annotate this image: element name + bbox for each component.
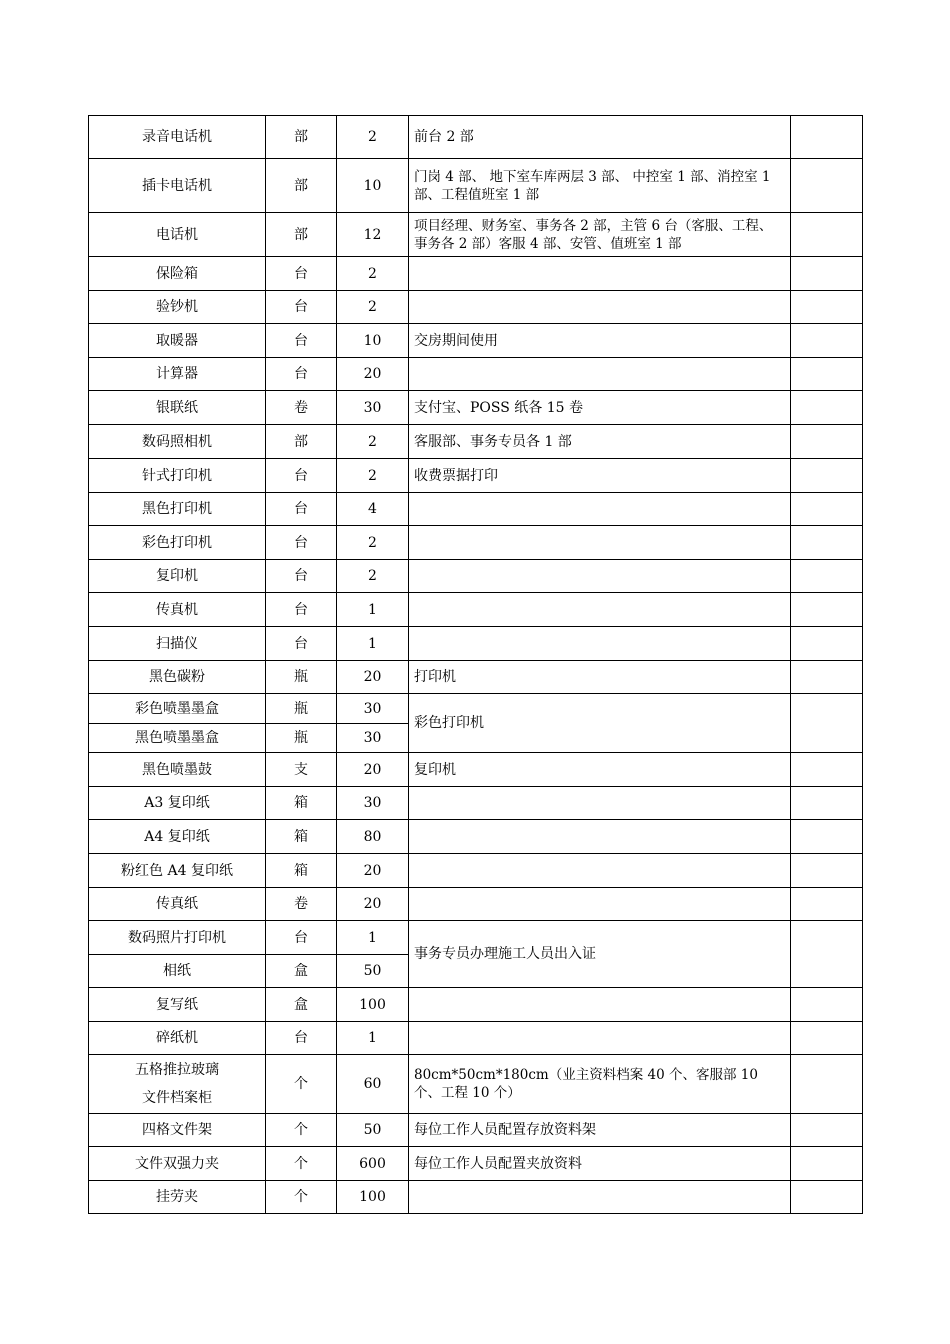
- unit-cell: 部: [266, 116, 337, 159]
- item-name-cell: 相纸: [89, 955, 266, 988]
- item-name-cell: 扫描仪: [89, 627, 266, 661]
- remark-cell: [791, 560, 863, 593]
- quantity-cell: 20: [337, 661, 409, 694]
- unit-cell: 箱: [266, 854, 337, 888]
- quantity-cell: 30: [337, 694, 409, 724]
- item-name-cell: 黑色喷墨鼓: [89, 753, 266, 787]
- unit-cell: 台: [266, 324, 337, 358]
- table-row: [89, 291, 863, 324]
- quantity-cell: 2: [337, 116, 409, 159]
- quantity-cell: 2: [337, 291, 409, 324]
- note-cell: 收费票据打印: [409, 459, 791, 493]
- table-row: [89, 593, 863, 627]
- note-cell: [409, 257, 791, 291]
- unit-cell: 个: [266, 1147, 337, 1181]
- table-row: [89, 787, 863, 820]
- note-cell: [409, 627, 791, 661]
- remark-cell: [791, 291, 863, 324]
- quantity-cell: 2: [337, 560, 409, 593]
- table-row: [89, 391, 863, 425]
- quantity-cell: 12: [337, 213, 409, 257]
- unit-cell: 个: [266, 1181, 337, 1214]
- table-row: [89, 459, 863, 493]
- item-name-cell: 复印机: [89, 560, 266, 593]
- remark-cell: [791, 159, 863, 213]
- quantity-cell: 100: [337, 1181, 409, 1214]
- note-cell: [409, 988, 791, 1022]
- remark-cell: [791, 1147, 863, 1181]
- item-name-cell: 黑色喷墨墨盒: [89, 724, 266, 753]
- remark-cell: [791, 391, 863, 425]
- remark-cell: [791, 820, 863, 854]
- quantity-cell: 20: [337, 358, 409, 391]
- remark-cell: [791, 1022, 863, 1055]
- quantity-cell: 30: [337, 724, 409, 753]
- unit-cell: 部: [266, 213, 337, 257]
- unit-cell: 卷: [266, 391, 337, 425]
- table-row: [89, 1114, 863, 1147]
- quantity-cell: 1: [337, 593, 409, 627]
- note-cell: 每位工作人员配置夹放资料: [409, 1147, 791, 1181]
- quantity-cell: 50: [337, 955, 409, 988]
- item-name-cell: 插卡电话机: [89, 159, 266, 213]
- unit-cell: 卷: [266, 888, 337, 921]
- item-name-cell: [89, 1055, 266, 1114]
- item-name-cell: 数码照相机: [89, 425, 266, 459]
- unit-cell: 台: [266, 1022, 337, 1055]
- item-name-cell: 彩色喷墨墨盒: [89, 694, 266, 724]
- unit-cell: 台: [266, 560, 337, 593]
- remark-cell: [791, 1181, 863, 1214]
- quantity-cell: 80: [337, 820, 409, 854]
- item-name-cell: 黑色打印机: [89, 493, 266, 526]
- table-row: [89, 753, 863, 787]
- quantity-cell: 30: [337, 787, 409, 820]
- note-cell: 80cm*50cm*180cm（业主资料档案 40 个、客服部 10 个、工程 10 个）: [409, 1055, 791, 1114]
- note-cell: [409, 358, 791, 391]
- remark-cell: [791, 324, 863, 358]
- quantity-cell: 60: [337, 1055, 409, 1114]
- item-name-line: 文件档案柜: [142, 1090, 212, 1106]
- remark-cell: [791, 988, 863, 1022]
- quantity-cell: 2: [337, 425, 409, 459]
- quantity-cell: 30: [337, 391, 409, 425]
- table-row: [89, 694, 863, 724]
- remark-cell: [791, 116, 863, 159]
- table-row: [89, 358, 863, 391]
- quantity-cell: 10: [337, 324, 409, 358]
- unit-cell: 瓶: [266, 694, 337, 724]
- unit-cell: 盒: [266, 988, 337, 1022]
- item-name-cell: 针式打印机: [89, 459, 266, 493]
- note-cell: [409, 787, 791, 820]
- table-row: [89, 159, 863, 213]
- unit-cell: 箱: [266, 820, 337, 854]
- table-row: [89, 257, 863, 291]
- item-name-cell: 碎纸机: [89, 1022, 266, 1055]
- unit-cell: 个: [266, 1114, 337, 1147]
- note-cell: [409, 1181, 791, 1214]
- table-row: [89, 661, 863, 694]
- item-name-cell: 保险箱: [89, 257, 266, 291]
- unit-cell: 台: [266, 593, 337, 627]
- table-row: [89, 627, 863, 661]
- item-name-cell: 计算器: [89, 358, 266, 391]
- unit-cell: 台: [266, 526, 337, 560]
- item-name-cell: 四格文件架: [89, 1114, 266, 1147]
- table-row: [89, 988, 863, 1022]
- unit-cell: 台: [266, 257, 337, 291]
- quantity-cell: 1: [337, 921, 409, 955]
- quantity-cell: 20: [337, 753, 409, 787]
- table-row: [89, 1055, 863, 1114]
- table-row: [89, 324, 863, 358]
- remark-cell: [791, 921, 863, 988]
- table-row: [89, 493, 863, 526]
- note-cell: [409, 1022, 791, 1055]
- item-name-cell: 传真机: [89, 593, 266, 627]
- table-row: [89, 820, 863, 854]
- note-cell: [409, 854, 791, 888]
- note-cell: 支付宝、POSS 纸各 15 卷: [409, 391, 791, 425]
- quantity-cell: 1: [337, 627, 409, 661]
- unit-cell: 个: [266, 1055, 337, 1114]
- quantity-cell: 4: [337, 493, 409, 526]
- unit-cell: 部: [266, 159, 337, 213]
- quantity-cell: 50: [337, 1114, 409, 1147]
- item-name-cell: 传真纸: [89, 888, 266, 921]
- note-cell: 前台 2 部: [409, 116, 791, 159]
- quantity-cell: 2: [337, 526, 409, 560]
- remark-cell: [791, 694, 863, 753]
- item-name-cell: 银联纸: [89, 391, 266, 425]
- remark-cell: [791, 358, 863, 391]
- note-cell: [409, 888, 791, 921]
- note-cell: [409, 560, 791, 593]
- quantity-cell: 10: [337, 159, 409, 213]
- note-cell: 打印机: [409, 661, 791, 694]
- table-row: [89, 526, 863, 560]
- unit-cell: 台: [266, 291, 337, 324]
- item-name-cell: 录音电话机: [89, 116, 266, 159]
- item-name-cell: A3 复印纸: [89, 787, 266, 820]
- table-row: [89, 921, 863, 955]
- table-row: [89, 1181, 863, 1214]
- quantity-cell: 20: [337, 888, 409, 921]
- note-cell: [409, 291, 791, 324]
- remark-cell: [791, 213, 863, 257]
- note-cell: 客服部、事务专员各 1 部: [409, 425, 791, 459]
- remark-cell: [791, 753, 863, 787]
- unit-cell: 瓶: [266, 661, 337, 694]
- item-name-cell: A4 复印纸: [89, 820, 266, 854]
- item-name-line: 五格推拉玻璃: [135, 1062, 219, 1078]
- note-cell: 复印机: [409, 753, 791, 787]
- note-cell: [409, 593, 791, 627]
- remark-cell: [791, 854, 863, 888]
- note-cell: 交房期间使用: [409, 324, 791, 358]
- remark-cell: [791, 1114, 863, 1147]
- unit-cell: 台: [266, 358, 337, 391]
- note-cell: 项目经理、财务室、事务各 2 部，主管 6 台（客服、工程、事务各 2 部）客服 4 部、安管、值班室 1 部: [409, 213, 791, 257]
- note-cell: [409, 526, 791, 560]
- item-name-cell: 粉红色 A4 复印纸: [89, 854, 266, 888]
- table-row: [89, 425, 863, 459]
- unit-cell: 箱: [266, 787, 337, 820]
- table-row: [89, 1022, 863, 1055]
- item-name-cell: 数码照片打印机: [89, 921, 266, 955]
- remark-cell: [791, 888, 863, 921]
- unit-cell: 盒: [266, 955, 337, 988]
- quantity-cell: 20: [337, 854, 409, 888]
- equipment-table-body: [89, 116, 863, 1214]
- unit-cell: 瓶: [266, 724, 337, 753]
- quantity-cell: 2: [337, 257, 409, 291]
- equipment-table: [88, 115, 863, 1214]
- item-name-cell: 验钞机: [89, 291, 266, 324]
- quantity-cell: 1: [337, 1022, 409, 1055]
- unit-cell: 支: [266, 753, 337, 787]
- table-row: [89, 116, 863, 159]
- item-name-cell: 挂劳夹: [89, 1181, 266, 1214]
- unit-cell: 部: [266, 425, 337, 459]
- note-cell: [409, 820, 791, 854]
- note-cell: 事务专员办理施工人员出入证: [409, 921, 791, 988]
- remark-cell: [791, 459, 863, 493]
- quantity-cell: 600: [337, 1147, 409, 1181]
- quantity-cell: 100: [337, 988, 409, 1022]
- item-name-cell: 取暖器: [89, 324, 266, 358]
- table-row: [89, 560, 863, 593]
- remark-cell: [791, 787, 863, 820]
- remark-cell: [791, 593, 863, 627]
- remark-cell: [791, 627, 863, 661]
- unit-cell: 台: [266, 627, 337, 661]
- item-name-cell: 彩色打印机: [89, 526, 266, 560]
- table-row: [89, 888, 863, 921]
- unit-cell: 台: [266, 493, 337, 526]
- note-cell: 每位工作人员配置存放资料架: [409, 1114, 791, 1147]
- item-name-cell: 黑色碳粉: [89, 661, 266, 694]
- note-cell: 彩色打印机: [409, 694, 791, 753]
- remark-cell: [791, 425, 863, 459]
- table-row: [89, 1147, 863, 1181]
- item-name-cell: 文件双强力夹: [89, 1147, 266, 1181]
- remark-cell: [791, 526, 863, 560]
- remark-cell: [791, 493, 863, 526]
- item-name-cell: 复写纸: [89, 988, 266, 1022]
- quantity-cell: 2: [337, 459, 409, 493]
- table-row: [89, 213, 863, 257]
- unit-cell: 台: [266, 921, 337, 955]
- item-name-cell: 电话机: [89, 213, 266, 257]
- remark-cell: [791, 661, 863, 694]
- unit-cell: 台: [266, 459, 337, 493]
- table-row: [89, 854, 863, 888]
- note-cell: 门岗 4 部、 地下室车库两层 3 部、 中控室 1 部、消控室 1 部、工程值班室 1 部: [409, 159, 791, 213]
- remark-cell: [791, 257, 863, 291]
- remark-cell: [791, 1055, 863, 1114]
- note-cell: [409, 493, 791, 526]
